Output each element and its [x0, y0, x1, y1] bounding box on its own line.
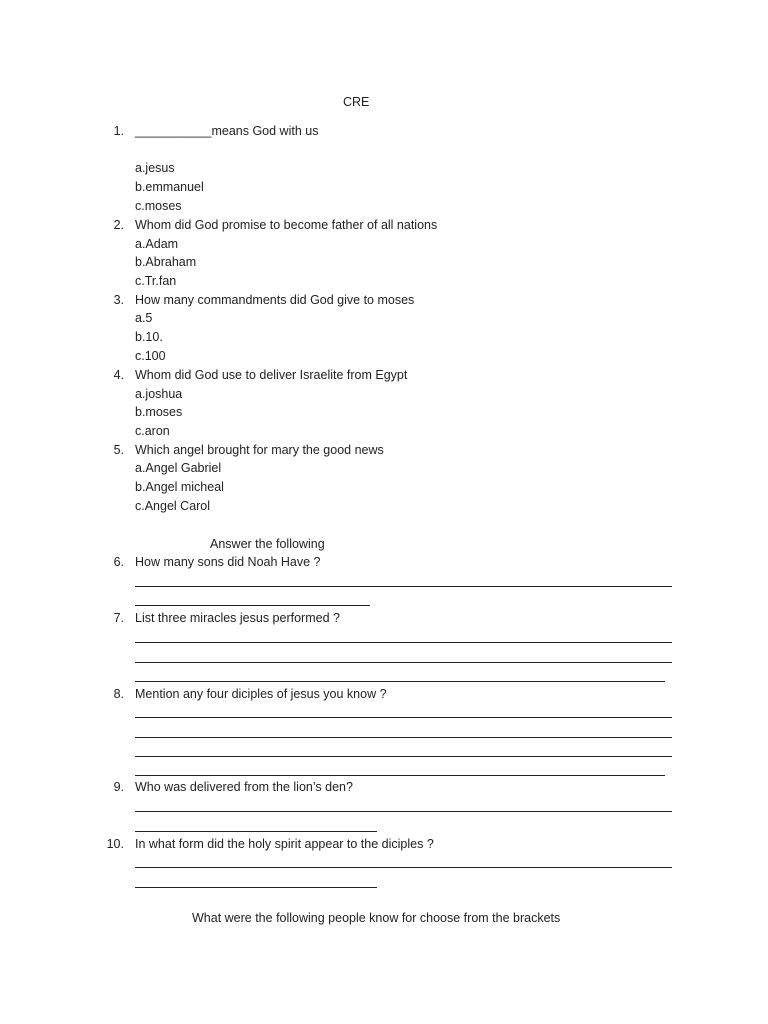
question-number: 3.	[113, 293, 124, 307]
option-c: c.100	[135, 349, 166, 363]
section-heading: What were the following people know for choose from the brackets	[192, 911, 561, 925]
answer-line[interactable]	[135, 831, 377, 832]
question-number: 10.	[106, 837, 124, 851]
option-a: a.jesus	[135, 161, 175, 175]
option-a: a.joshua	[135, 387, 183, 401]
option-c: c.aron	[135, 424, 170, 438]
question-number: 5.	[113, 443, 124, 457]
question-number: 2.	[113, 218, 124, 232]
question-text: Which angel brought for mary the good news	[135, 443, 384, 457]
question-number: 6.	[113, 555, 124, 569]
answer-line[interactable]	[135, 756, 672, 757]
question-number: 1.	[113, 124, 124, 138]
question-text: Whom did God promise to become father of all nations	[135, 218, 438, 232]
question-number: 7.	[113, 611, 124, 625]
option-a: a.Angel Gabriel	[135, 461, 222, 475]
option-b: b.Angel micheal	[135, 480, 224, 494]
option-c: c.moses	[135, 199, 182, 213]
question-number: 8.	[113, 687, 124, 701]
option-c: c.Tr.fan	[135, 274, 177, 288]
option-a: a.5	[135, 311, 153, 325]
answer-line[interactable]	[135, 662, 672, 663]
question-text: List three miracles jesus performed ?	[135, 611, 340, 625]
option-b: b.10.	[135, 330, 163, 344]
answer-line[interactable]	[135, 681, 665, 682]
answer-line[interactable]	[135, 605, 370, 606]
option-b: b.emmanuel	[135, 180, 204, 194]
answer-line[interactable]	[135, 737, 672, 738]
option-a: a.Adam	[135, 237, 179, 251]
option-b: b.moses	[135, 405, 183, 419]
question-text: ___________means God with us	[135, 124, 319, 138]
answer-line[interactable]	[135, 642, 672, 643]
answer-line[interactable]	[135, 887, 377, 888]
question-text: Whom did God use to deliver Israelite from Egypt	[135, 368, 408, 382]
question-text: Mention any four diciples of jesus you know ?	[135, 687, 387, 701]
question-text: How many sons did Noah Have ?	[135, 555, 321, 569]
answer-line[interactable]	[135, 717, 672, 718]
question-text: Who was delivered from the lion’s den?	[135, 780, 353, 794]
answer-line[interactable]	[135, 775, 665, 776]
question-text: In what form did the holy spirit appear to the diciples ?	[135, 837, 434, 851]
option-c: c.Angel Carol	[135, 499, 211, 513]
answer-line[interactable]	[135, 586, 672, 587]
page-title: CRE	[343, 95, 370, 109]
answer-line[interactable]	[135, 811, 672, 812]
answer-line[interactable]	[135, 867, 672, 868]
section-heading: Answer the following	[210, 537, 325, 551]
question-number: 9.	[113, 780, 124, 794]
option-b: b.Abraham	[135, 255, 197, 269]
question-number: 4.	[113, 368, 124, 382]
question-text: How many commandments did God give to moses	[135, 293, 415, 307]
